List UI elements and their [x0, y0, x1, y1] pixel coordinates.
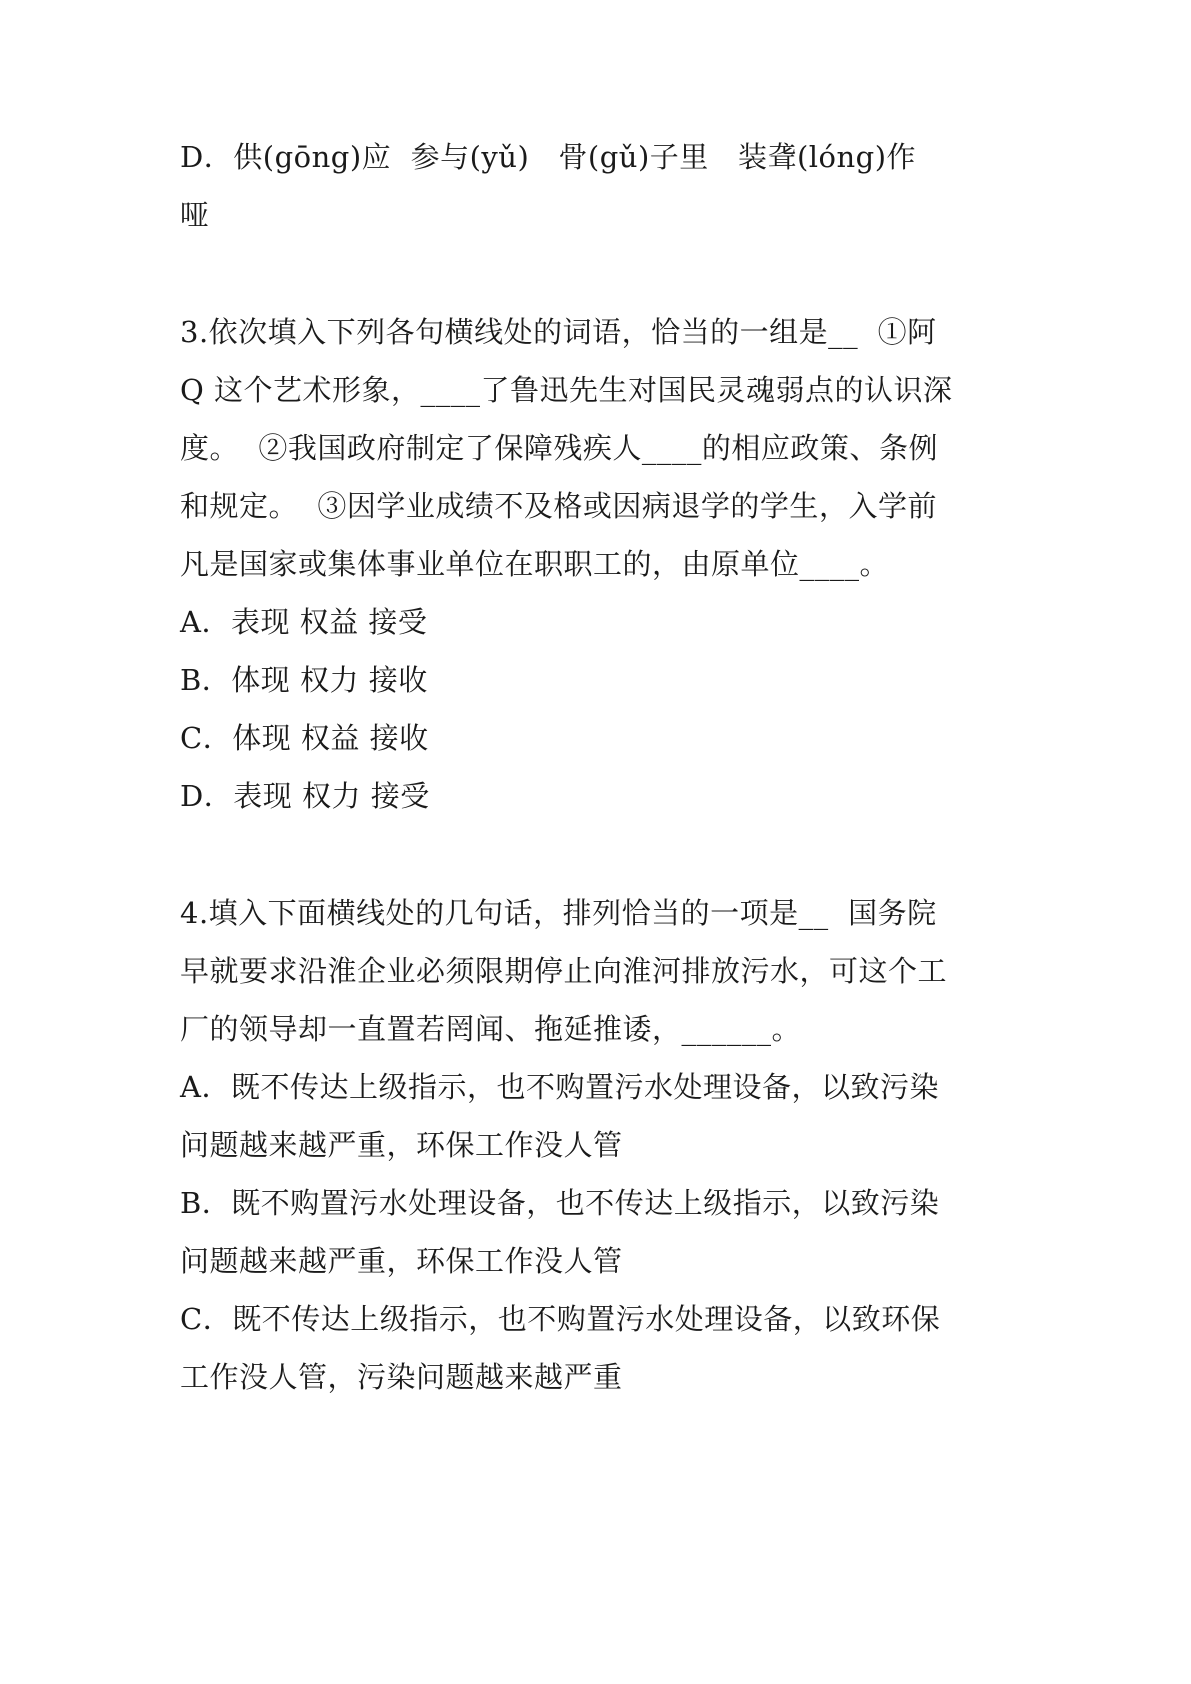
q2-option-d-line-1: D．供(gōng)应 参与(yǔ) 骨(gǔ)子里 装聋(lóng)作	[180, 140, 917, 174]
q4-stem-line-1: 4.填入下面横线处的几句话，排列恰当的一项是__ 国务院	[180, 896, 937, 930]
q3-option-c: C．体现 权益 接收	[180, 721, 429, 755]
q4-stem-line-2: 早就要求沿淮企业必须限期停止向淮河排放污水，可这个工	[180, 954, 948, 988]
q2-option-d-line-2: 哑	[180, 198, 210, 232]
q3-stem-line-3: 度。 ②我国政府制定了保障残疾人____的相应政策、条例	[180, 431, 938, 465]
q3-stem-line-2: Q 这个艺术形象，____了鲁迅先生对国民灵魂弱点的认识深	[180, 373, 953, 407]
q3-option-b: B．体现 权力 接收	[180, 663, 428, 697]
q3-stem-line-1: 3.依次填入下列各句横线处的词语，恰当的一组是__ ①阿	[180, 315, 937, 349]
q3-stem-line-4: 和规定。 ③因学业成绩不及格或因病退学的学生，入学前	[180, 489, 937, 523]
q4-stem-line-3: 厂的领导却一直置若罔闻、拖延推诿，______。	[180, 1012, 802, 1046]
q3-option-d: D．表现 权力 接受	[180, 779, 430, 813]
q3-option-a: A．表现 权益 接受	[180, 605, 428, 639]
q4-option-a-line-2: 问题越来越严重，环保工作没人管	[180, 1128, 623, 1162]
q4-option-c-line-1: C．既不传达上级指示，也不购置污水处理设备，以致环保	[180, 1302, 941, 1336]
q4-option-b-line-2: 问题越来越严重，环保工作没人管	[180, 1244, 623, 1278]
q3-stem-line-5: 凡是国家或集体事业单位在职职工的，由原单位____。	[180, 547, 890, 581]
q4-option-c-line-2: 工作没人管，污染问题越来越严重	[180, 1360, 623, 1394]
q4-option-b-line-1: B．既不购置污水处理设备，也不传达上级指示，以致污染	[180, 1186, 940, 1220]
q4-option-a-line-1: A．既不传达上级指示，也不购置污水处理设备，以致污染	[180, 1070, 939, 1104]
